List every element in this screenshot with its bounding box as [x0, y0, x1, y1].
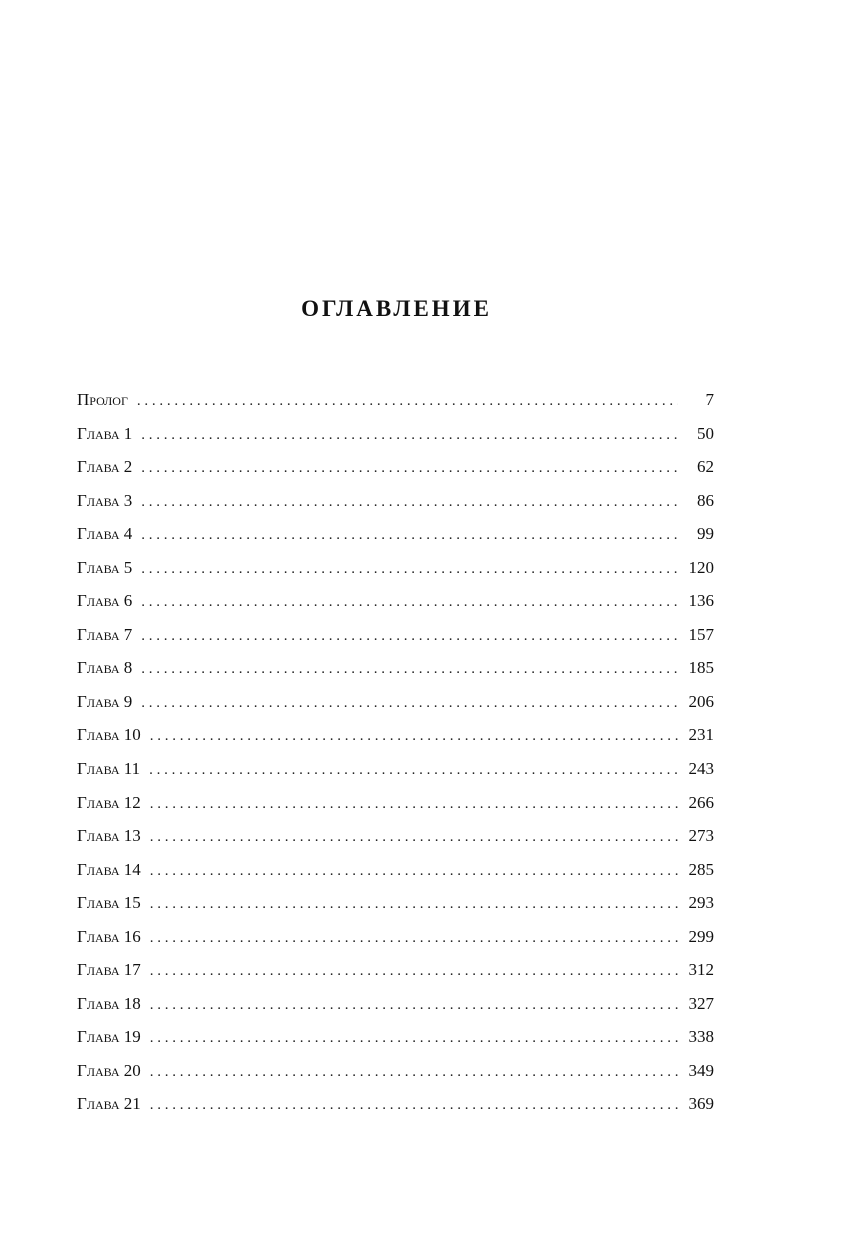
toc-entry-title: Глава 1: [77, 423, 133, 443]
toc-dot-leader: [150, 857, 678, 885]
toc-entry: [77, 554, 714, 588]
toc-entry-title: Глава 17: [77, 960, 141, 980]
toc-dot-leader: [141, 622, 678, 650]
toc-entry: [77, 453, 714, 487]
toc-entry-title: Глава 3: [77, 490, 133, 510]
toc-entry-title: Глава 9: [77, 691, 133, 711]
toc-entry-title: Глава 11: [77, 759, 141, 779]
toc-dot-leader: [150, 991, 678, 1019]
toc-entry: [77, 1057, 714, 1091]
toc-dot-leader: [137, 387, 678, 415]
toc-entry-page-number: 266: [688, 792, 714, 812]
toc-entry-page-number: 62: [697, 457, 714, 477]
toc-entry-page-number: 299: [688, 926, 714, 946]
toc-entry-title: Глава 12: [77, 792, 141, 812]
toc-entry-title: Глава 18: [77, 993, 141, 1013]
toc-dot-leader: [150, 790, 678, 818]
toc-entry-page-number: 120: [688, 557, 714, 577]
toc-entry: [77, 755, 714, 789]
toc-entry-page-number: 349: [688, 1060, 714, 1080]
toc-entry-page-number: 312: [688, 960, 714, 980]
toc-entry-page-number: 185: [688, 658, 714, 678]
toc-entry: [77, 1090, 714, 1124]
toc-entry: [77, 487, 714, 521]
toc-dot-leader: [141, 421, 678, 449]
toc-entry-page-number: 157: [688, 624, 714, 644]
toc-dot-leader: [150, 1058, 678, 1086]
toc-entry: [77, 621, 714, 655]
toc-dot-leader: [141, 689, 678, 717]
toc-entry: [77, 688, 714, 722]
toc-entry: [77, 420, 714, 454]
toc-dot-leader: [141, 655, 678, 683]
toc-dot-leader: [149, 756, 678, 784]
toc-entry-page-number: 86: [697, 490, 714, 510]
toc-entry-title: Глава 2: [77, 457, 133, 477]
toc-entry-title: Глава 13: [77, 826, 141, 846]
toc-entry: [77, 386, 714, 420]
toc-entry-page-number: 369: [688, 1094, 714, 1114]
toc-entry-title: Глава 16: [77, 926, 141, 946]
table-of-contents: [77, 386, 714, 1124]
toc-dot-leader: [141, 488, 678, 516]
toc-entry-page-number: 285: [688, 859, 714, 879]
toc-entry-title: Пролог: [77, 390, 128, 409]
toc-entry-title: Глава 4: [77, 524, 133, 544]
toc-entry: [77, 923, 714, 957]
toc-entry: [77, 822, 714, 856]
toc-dot-leader: [150, 722, 678, 750]
toc-entry-title: Глава 5: [77, 557, 133, 577]
toc-dot-leader: [150, 1091, 678, 1119]
toc-entry: [77, 587, 714, 621]
toc-dot-leader: [141, 588, 678, 616]
toc-entry-page-number: 206: [688, 691, 714, 711]
toc-entry: [77, 956, 714, 990]
toc-dot-leader: [150, 890, 678, 918]
toc-entry-page-number: 243: [688, 759, 714, 779]
toc-entry-page-number: 231: [688, 725, 714, 745]
toc-entry: [77, 990, 714, 1024]
toc-entry-page-number: 273: [688, 826, 714, 846]
toc-dot-leader: [150, 823, 678, 851]
toc-entry-page-number: 7: [705, 390, 714, 409]
toc-entry: [77, 520, 714, 554]
toc-entry-page-number: 293: [688, 893, 714, 913]
toc-dot-leader: [150, 1024, 678, 1052]
toc-entry-page-number: 99: [697, 524, 714, 544]
toc-entry: [77, 654, 714, 688]
toc-entry: [77, 856, 714, 890]
toc-dot-leader: [141, 555, 678, 583]
toc-entry: [77, 1023, 714, 1057]
toc-dot-leader: [141, 454, 678, 482]
toc-entry-title: Глава 6: [77, 591, 133, 611]
toc-entry-title: Глава 8: [77, 658, 133, 678]
toc-entry-title: Глава 20: [77, 1060, 141, 1080]
toc-entry-title: Глава 10: [77, 725, 141, 745]
toc-entry-title: Глава 14: [77, 859, 141, 879]
toc-entry-page-number: 136: [688, 591, 714, 611]
toc-dot-leader: [150, 924, 678, 952]
toc-entry-page-number: 327: [688, 993, 714, 1013]
toc-entry-page-number: 338: [688, 1027, 714, 1047]
toc-dot-leader: [141, 521, 678, 549]
toc-entry-title: Глава 21: [77, 1094, 141, 1114]
toc-entry-title: Глава 15: [77, 893, 141, 913]
toc-entry: [77, 789, 714, 823]
toc-entry-title: Глава 19: [77, 1027, 141, 1047]
toc-entry: [77, 721, 714, 755]
page-title: ОГЛАВЛЕНИЕ: [301, 296, 492, 322]
toc-entry-title: Глава 7: [77, 624, 133, 644]
toc-dot-leader: [150, 957, 678, 985]
toc-entry: [77, 889, 714, 923]
toc-entry-page-number: 50: [697, 423, 714, 443]
